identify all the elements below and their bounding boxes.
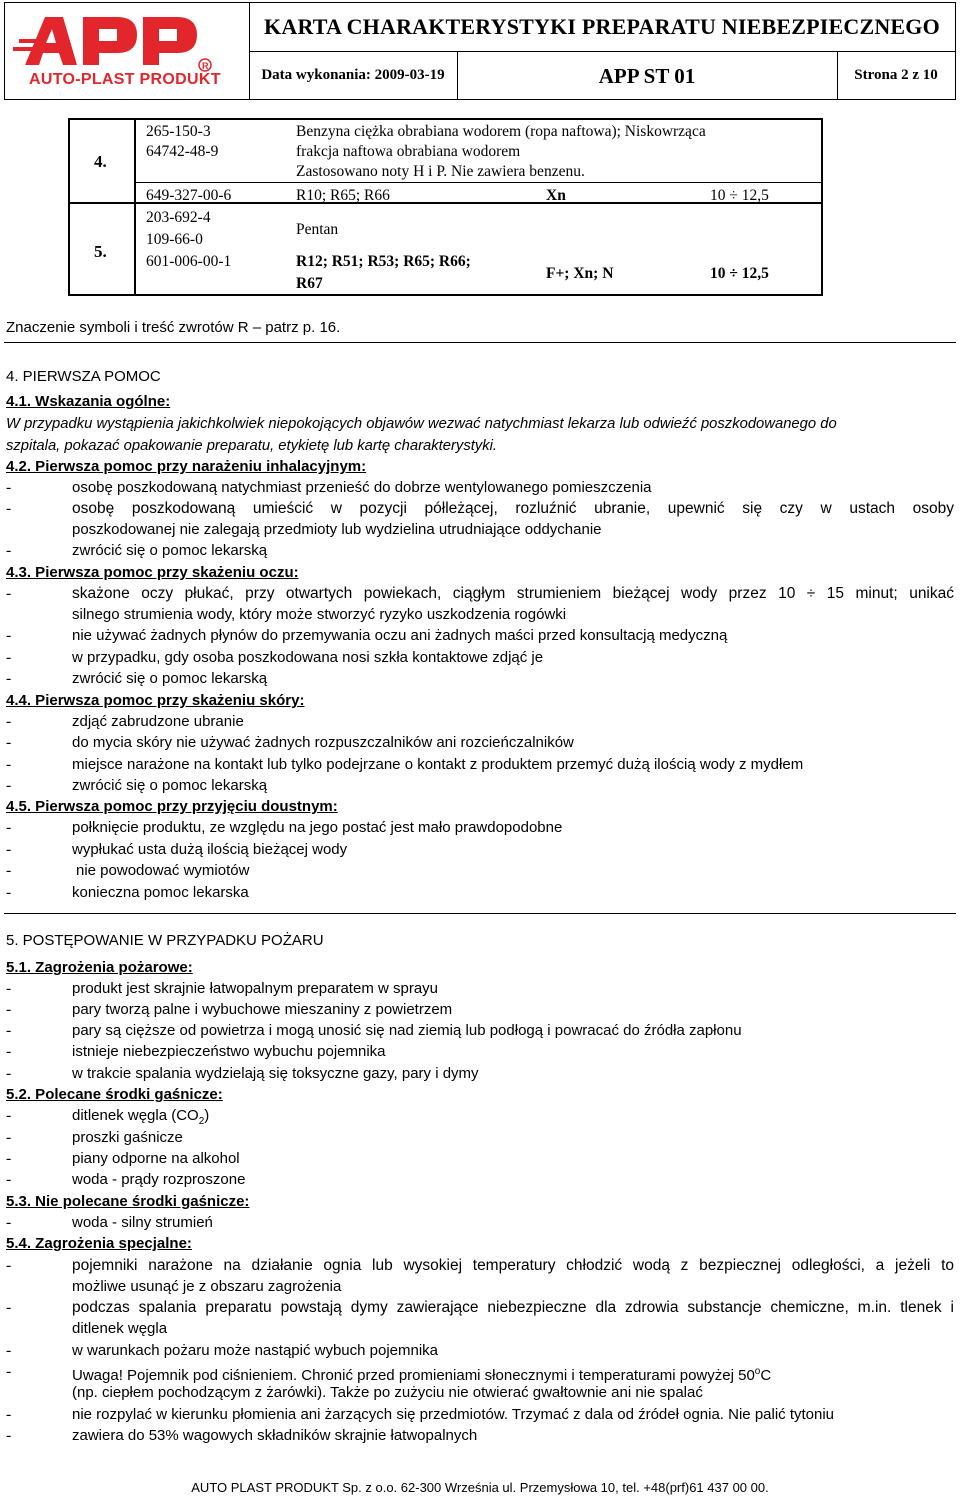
- bullet-dash: -: [6, 1171, 12, 1188]
- bullet-dash: -: [6, 1427, 12, 1444]
- list-item: skażone oczy płukać, przy otwartych powiekach, ciągłym strumieniem bieżącej wody przez 10 ÷ 15 minut; unikać: [72, 585, 954, 602]
- list-item-continued: silnego strumienia wody, który może stworzyć ryzyko uszkodzenia rogówki: [72, 606, 567, 623]
- bullet-dash: -: [6, 862, 12, 879]
- list-item: w przypadku, gdy osoba poszkodowana nosi szkła kontaktowe zdjąć je: [72, 649, 544, 666]
- r-phrases: R10; R65; R66: [296, 187, 390, 204]
- concentration: 10 ÷ 12,5: [710, 187, 769, 204]
- list-item-continued: poszkodowanej nie zalegają przedmioty lub wydzielina utrudniające oddychanie: [72, 521, 602, 538]
- index-number: 601-006-00-1: [146, 253, 232, 270]
- list-item: podczas spalania preparatu powstają dymy zawierające niebezpieczne dla zdrowia substancje chemiczne, m.in. tlenek i: [72, 1299, 954, 1316]
- list-item: nie powodować wymiotów: [76, 862, 250, 879]
- list-item: w trakcie spalania wydzielają się toksyczne gazy, pary i dymy: [72, 1065, 479, 1082]
- list-item: woda - prądy rozproszone: [72, 1171, 246, 1188]
- list-item: nie używać żadnych płynów do przemywania oczu ani żadnych maści przed konsultacją medyczną: [72, 627, 728, 644]
- cas-number: 64742-48-9: [146, 143, 219, 160]
- warning-text: Uwaga! Pojemnik pod ciśnieniem. Chronić przed promieniami słonecznymi i temperaturami powyżej 50: [72, 1367, 755, 1384]
- list-item: zwrócić się o pomoc lekarską: [72, 777, 268, 794]
- r-phrases: R67: [296, 275, 323, 292]
- page-footer: AUTO PLAST PRODUKT Sp. z o.o. 62-300 Września ul. Przemysłowa 10, tel. +48(prf)61 437 00 00.: [191, 1480, 769, 1495]
- bullet-dash: -: [6, 819, 12, 836]
- co2-text: ditlenek węgla (CO: [72, 1107, 199, 1124]
- list-item: piany odporne na alkohol: [72, 1150, 240, 1167]
- list-item: zdjąć zabrudzone ubranie: [72, 713, 244, 730]
- document-code: APP ST 01: [598, 64, 696, 88]
- page-number: Strona 2 z 10: [854, 67, 938, 83]
- bullet-dash: -: [6, 980, 12, 997]
- logo-subtitle: AUTO-PLAST PRODUKT: [29, 71, 221, 88]
- bullet-dash: -: [6, 1107, 12, 1124]
- index-number: 649-327-00-6: [146, 187, 232, 204]
- list-item-continued: możliwe usunąć je z obszaru zagrożenia: [72, 1278, 342, 1295]
- bullet-dash: -: [6, 734, 12, 751]
- bullet-dash: -: [6, 1257, 12, 1274]
- hazard-symbol: F+; Xn; N: [546, 265, 614, 282]
- subsection-4-4-heading: 4.4. Pierwsza pomoc przy skażeniu skóry:: [6, 692, 305, 709]
- list-item: do mycia skóry nie używać żadnych rozpuszczalników ani rozcieńczalników: [72, 734, 574, 751]
- list-item: pary tworzą palne i wybuchowe mieszaniny z powietrzem: [72, 1001, 453, 1018]
- bullet-dash: -: [6, 649, 12, 666]
- bullet-dash: -: [6, 1129, 12, 1146]
- bullet-dash: -: [6, 777, 12, 794]
- list-item-continued: ditlenek węgla: [72, 1320, 168, 1337]
- list-item: pojemniki narażone na działanie ognia lub wysokiej temperatury chłodzić wodą z bezpiecznej odległości, a jeżeli to: [72, 1257, 954, 1274]
- svg-text:R: R: [202, 61, 209, 71]
- ec-number: 203-692-4: [146, 209, 211, 226]
- row-number-5: 5.: [94, 242, 107, 261]
- bullet-dash: -: [6, 1299, 12, 1316]
- r-phrases-note: Znaczenie symboli i treść zwrotów R – patrz p. 16.: [6, 319, 341, 336]
- list-item: proszki gaśnicze: [72, 1129, 183, 1146]
- ec-number: 265-150-3: [146, 123, 211, 140]
- r-phrases: R12; R51; R53; R65; R66;: [296, 253, 471, 270]
- subsection-4-3-heading: 4.3. Pierwsza pomoc przy skażeniu oczu:: [6, 564, 299, 581]
- bullet-dash: -: [6, 1022, 12, 1039]
- list-item: zwrócić się o pomoc lekarską: [72, 542, 268, 559]
- bullet-dash: -: [6, 627, 12, 644]
- list-item: wypłukać usta dużą ilością bieżącej wody: [72, 841, 348, 858]
- bullet-dash: -: [6, 1363, 12, 1380]
- subsection-5-4-heading: 5.4. Zagrożenia specjalne:: [6, 1235, 192, 1252]
- subsection-4-5-heading: 4.5. Pierwsza pomoc przy przyjęciu doustnym:: [6, 798, 338, 815]
- section-5-title: 5. POSTĘPOWANIE W PRZYPADKU POŻARU: [6, 932, 324, 949]
- list-item: połknięcie produktu, ze względu na jego postać jest mało prawdopodobne: [72, 819, 563, 836]
- list-item: nie rozpylać w kierunku płomienia ani żarzących się przedmiotów. Trzymać z dala od źródeł ognia. Nie palić tytoniu: [72, 1406, 835, 1423]
- list-item: pary są cięższe od powietrza i mogą unosić się nad ziemią lub podłogą i powracać do źródła zapłonu: [72, 1022, 742, 1039]
- bullet-dash: -: [6, 585, 12, 602]
- list-item: woda - silny strumień: [72, 1214, 213, 1231]
- bullet-dash: -: [6, 542, 12, 559]
- bullet-dash: -: [6, 756, 12, 773]
- bullet-dash: -: [6, 1001, 12, 1018]
- list-item: konieczna pomoc lekarska: [72, 884, 249, 901]
- bullet-dash: -: [6, 500, 12, 517]
- logo: [5, 3, 250, 99]
- list-item: zawiera do 53% wagowych składników skrajnie łatwopalnych: [72, 1427, 478, 1444]
- list-item-continued: (np. ciepłem pochodzącym z żarówki). Także po zużyciu nie otwierać gwałtownie ani nie spalać: [72, 1384, 703, 1401]
- substance-name: Pentan: [296, 221, 339, 238]
- list-item: osobę poszkodowaną natychmiast przenieść do dobrze wentylowanego pomieszczenia: [72, 479, 652, 496]
- bullet-dash: -: [6, 1150, 12, 1167]
- document-title: KARTA CHARAKTERYSTYKI PREPARATU NIEBEZPIECZNEGO: [249, 3, 955, 52]
- row-number-4: 4.: [94, 152, 107, 171]
- list-item: miejsce narażone na kontakt lub tylko podejrzane o kontakt z produktem przemyć dużą ilością wody z mydłem: [72, 756, 804, 773]
- concentration: 10 ÷ 12,5: [710, 265, 769, 282]
- list-item: w warunkach pożaru może nastąpić wybuch pojemnika: [72, 1342, 439, 1359]
- bullet-dash: -: [6, 479, 12, 496]
- bullet-dash: -: [6, 670, 12, 687]
- list-item: zwrócić się o pomoc lekarską: [72, 670, 268, 687]
- bullet-dash: -: [6, 1065, 12, 1082]
- bullet-dash: -: [6, 1342, 12, 1359]
- composition-table: [68, 118, 823, 296]
- co2-close: ): [204, 1107, 210, 1124]
- substance-note: Zastosowano noty H i P. Nie zawiera benzenu.: [296, 163, 585, 180]
- bullet-dash: -: [6, 884, 12, 901]
- list-item: osobę poszkodowaną umieścić w pozycji półleżącej, rozluźnić ubranie, upewnić się czy w ustach osoby: [72, 500, 954, 517]
- list-item: istnieje niebezpieczeństwo wybuchu pojemnika: [72, 1043, 386, 1060]
- subsection-4-2-heading: 4.2. Pierwsza pomoc przy narażeniu inhalacyjnym:: [6, 458, 367, 475]
- cas-number: 109-66-0: [146, 231, 203, 248]
- paragraph: W przypadku wystąpienia jakichkolwiek niepokojących objawów wezwać natychmiast lekarza lub odwieźć poszkodowanego do: [6, 416, 837, 432]
- hazard-symbol: Xn: [546, 187, 566, 204]
- subsection-5-1-heading: 5.1. Zagrożenia pożarowe:: [6, 959, 193, 976]
- subsection-5-2-heading: 5.2. Polecane środki gaśnicze:: [6, 1086, 223, 1103]
- bullet-dash: -: [6, 713, 12, 730]
- bullet-dash: -: [6, 841, 12, 858]
- degree-superscript: o: [754, 1366, 761, 1377]
- subsection-4-1-heading: 4.1. Wskazania ogólne:: [6, 393, 171, 410]
- substance-name: Benzyna ciężka obrabiana wodorem (ropa naftowa); Niskowrząca: [296, 123, 706, 140]
- document-header: [4, 2, 956, 100]
- paragraph: szpitala, pokazać opakowanie preparatu, etykietę lub kartę charakterystyki.: [6, 438, 498, 454]
- creation-date: Data wykonania: 2009-03-19: [261, 67, 445, 83]
- bullet-dash: -: [6, 1214, 12, 1231]
- co2-subscript: 2: [198, 1116, 205, 1127]
- section-4-title: 4. PIERWSZA POMOC: [6, 368, 161, 385]
- subsection-5-3-heading: 5.3. Nie polecane środki gaśnicze:: [6, 1193, 250, 1210]
- bullet-dash: -: [6, 1043, 12, 1060]
- list-item: produkt jest skrajnie łatwopalnym preparatem w sprayu: [72, 980, 438, 997]
- substance-name: frakcja naftowa obrabiana wodorem: [296, 143, 521, 160]
- celsius-unit: C: [760, 1367, 772, 1384]
- bullet-dash: -: [6, 1406, 12, 1423]
